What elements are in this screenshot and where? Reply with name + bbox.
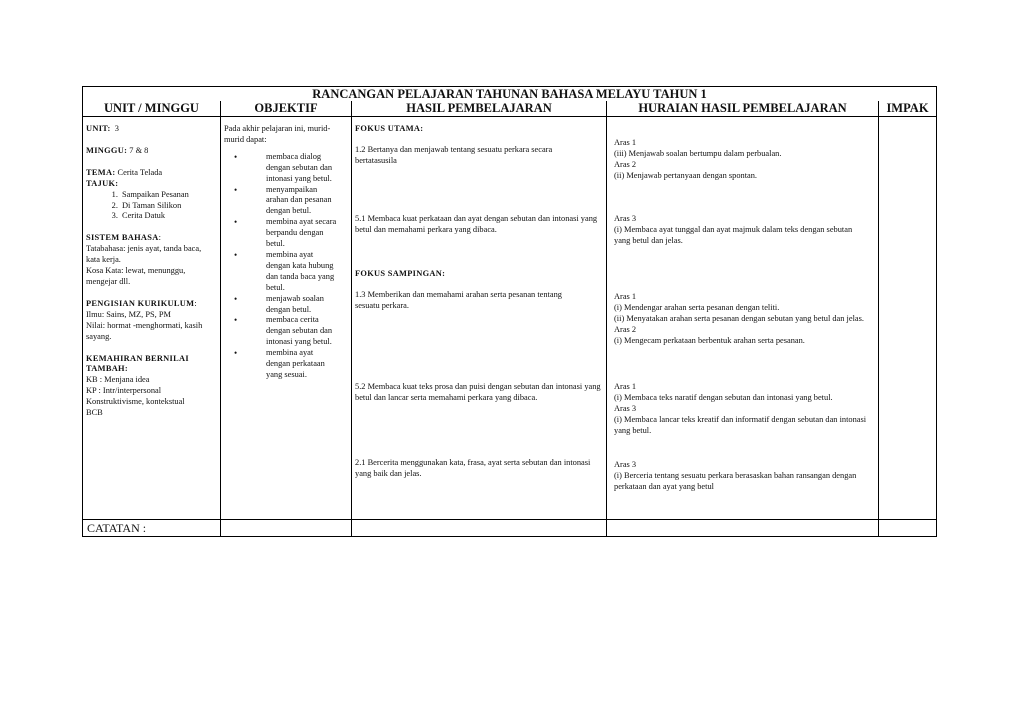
minggu-label: MINGGU: — [86, 145, 128, 155]
ilmu-text: Ilmu: Sains, MZ, PS, PM — [86, 309, 171, 319]
huraian-item: (ii) Menjawab pertanyaan dengan spontan. — [614, 170, 758, 180]
objektif-item: • membina ayat secara berpandu dengan betul. — [266, 217, 338, 250]
tajuk-item: 1. Sampaikan Pesanan — [120, 190, 217, 201]
pengisian-colon: : — [194, 298, 197, 308]
kosa-kata-text: Kosa Kata: lewat, menunggu, mengejar dll. — [86, 266, 186, 286]
huraian-item: (iii) Menjawab soalan bertumpu dalam perbualan. — [614, 148, 782, 158]
lesson-plan-table — [82, 86, 937, 537]
objektif-list — [224, 152, 348, 381]
aras-label: Aras 3 — [614, 403, 637, 413]
fokus-sampingan-label: FOKUS SAMPINGAN: — [355, 269, 446, 278]
catatan-cell — [879, 520, 937, 537]
aras-label: Aras 1 — [614, 292, 637, 301]
huraian-group-5 — [614, 460, 876, 493]
aras-label: Aras 2 — [614, 324, 637, 334]
objektif-item: • membaca cerita dengan sebutan dan intonasi yang betul. — [266, 315, 338, 348]
aras-label: Aras 1 — [614, 138, 637, 147]
header-unit-minggu: UNIT / MINGGU — [83, 101, 221, 117]
huraian-item: (i) Membaca ayat tunggal dan ayat majmuk dalam teks dengan sebutan yang betul dan jelas. — [614, 224, 853, 245]
objektif-item: • membina ayat dengan kata hubung dan tanda baca yang betul. — [266, 250, 338, 294]
sistem-bahasa-label: SISTEM BAHASA — [86, 233, 159, 243]
unit-value: 3 — [114, 124, 119, 133]
aras-label: Aras 2 — [614, 159, 637, 169]
hasil-2-1: 2.1 Bercerita menggunakan kata, frasa, ayat serta sebutan dan intonasi yang baik dan jelas. — [355, 458, 591, 478]
konstruktivisme-text: Konstruktivisme, kontekstual — [86, 397, 185, 407]
tajuk-item: 3. Cerita Datuk — [120, 211, 217, 222]
huraian-item: (ii) Menyatakan arahan serta pesanan dengan sebutan yang betul dan jelas. — [614, 313, 864, 323]
huraian-group-1 — [614, 138, 876, 182]
kemahiran-label: KEMAHIRAN BERNILAI TAMBAH: — [86, 353, 189, 374]
tajuk-list — [86, 190, 217, 223]
huraian-group-4 — [614, 382, 876, 437]
kb-text: KB : Menjana idea — [86, 375, 150, 385]
hasil-1-3: 1.3 Memberikan dan memahami arahan serta pesanan tentang sesuatu perkara. — [355, 290, 562, 310]
fokus-utama-label: FOKUS UTAMA: — [355, 124, 424, 133]
catatan-cell — [352, 520, 607, 537]
hasil-pembelajaran-cell — [352, 117, 607, 520]
document-title: RANCANGAN PELAJARAN TAHUNAN BAHASA MELAYU TAHUN 1 — [83, 87, 937, 102]
objektif-item: • membina ayat dengan perkataan yang sesuai. — [266, 348, 338, 381]
huraian-item: (i) Membaca teks naratif dengan sebutan dan intonasi yang betul. — [614, 392, 833, 402]
nilai-text: Nilai: hormat -menghormati, kasih sayang. — [86, 320, 203, 341]
catatan-cell — [607, 520, 879, 537]
hasil-5-2: 5.2 Membaca kuat teks prosa dan puisi dengan sebutan dan intonasi yang betul dan lancar serta memahami perkara yang dibaca. — [355, 382, 601, 402]
huraian-item: (i) Berceria tentang sesuatu perkara berasaskan bahan ransangan dengan perkataan dan ayat yang betul — [614, 470, 857, 491]
unit-label: UNIT: — [86, 124, 111, 133]
huraian-group-2 — [614, 214, 869, 247]
hasil-1-2: 1.2 Bertanya dan menjawab tentang sesuatu perkara secara bertatasusila — [355, 145, 553, 165]
catatan-label: CATATAN : — [83, 520, 221, 537]
header-objektif: OBJEKTIF — [221, 101, 352, 117]
minggu-value: 7 & 8 — [129, 145, 149, 155]
tajuk-item: 2. Di Taman Silikon — [120, 201, 217, 212]
huraian-cell — [607, 117, 879, 520]
aras-label: Aras 3 — [614, 460, 637, 469]
unit-minggu-cell — [83, 117, 221, 520]
impak-cell — [879, 117, 937, 520]
huraian-group-3 — [614, 292, 876, 347]
bcb-text: BCB — [86, 408, 103, 418]
tatabahasa-text: Tatabahasa: jenis ayat, tanda baca, kata kerja. — [86, 244, 202, 265]
header-hasil-pembelajaran: HASIL PEMBELAJARAN — [352, 101, 607, 117]
objektif-item: • menyampaikan arahan dan pesanan dengan betul. — [266, 185, 338, 218]
tajuk-label: TAJUK: — [86, 178, 119, 188]
objektif-cell — [221, 117, 352, 520]
objektif-item: • menjawab soalan dengan betul. — [266, 294, 338, 316]
hasil-5-1: 5.1 Membaca kuat perkataan dan ayat dengan sebutan dan intonasi yang betul dan memahami perkara yang dibaca. — [355, 214, 598, 234]
sistem-bahasa-colon: : — [158, 233, 161, 243]
objektif-item: • membaca dialog dengan sebutan dan intonasi yang betul. — [266, 152, 338, 185]
header-huraian: HURAIAN HASIL PEMBELAJARAN — [607, 101, 879, 117]
tema-label: TEMA: — [86, 167, 116, 177]
huraian-item: (i) Mengecam perkataan berbentuk arahan serta pesanan. — [614, 335, 805, 345]
pengisian-kurikulum-label: PENGISIAN KURIKULUM — [86, 298, 195, 308]
huraian-item: (i) Membaca lancar teks kreatif dan informatif dengan sebutan dan intonasi yang betul. — [614, 414, 867, 435]
kp-text: KP : Intr/interpersonal — [86, 386, 162, 396]
aras-label: Aras 3 — [614, 214, 637, 223]
catatan-cell — [221, 520, 352, 537]
lesson-plan-document — [82, 86, 936, 537]
objektif-intro: Pada akhir pelajaran ini, murid-murid dapat: — [224, 124, 331, 144]
aras-label: Aras 1 — [614, 382, 637, 391]
tema-value: Cerita Telada — [117, 167, 163, 177]
huraian-item: (i) Mendengar arahan serta pesanan dengan teliti. — [614, 302, 780, 312]
header-impak: IMPAK — [879, 101, 937, 117]
